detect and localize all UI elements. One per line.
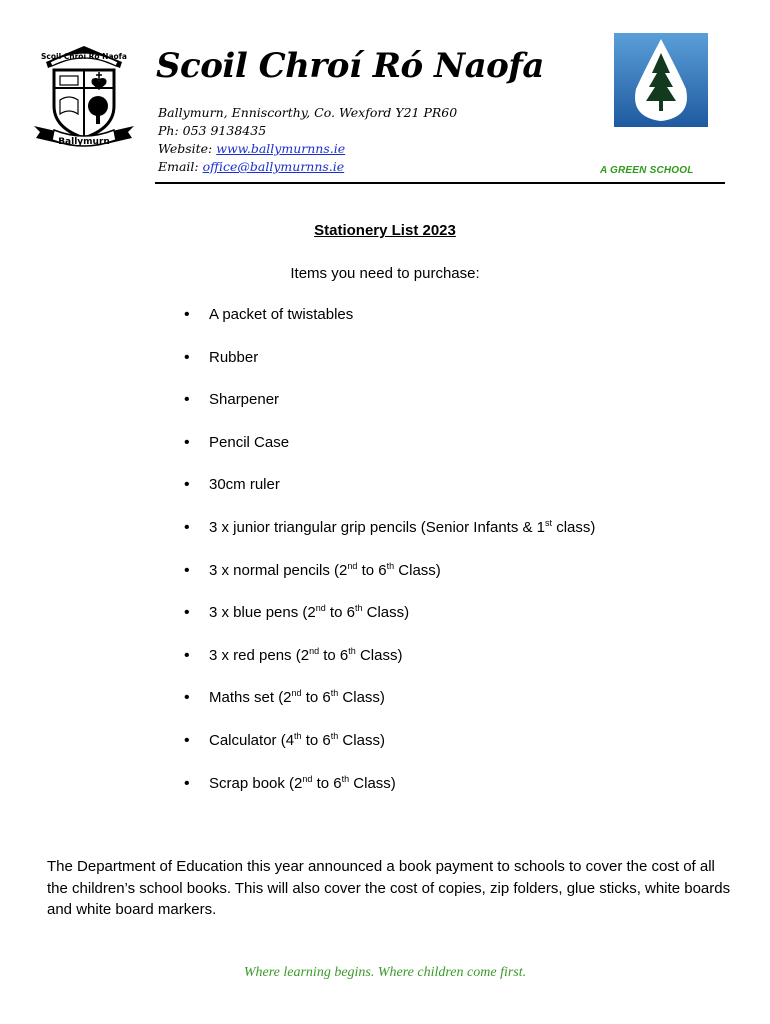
list-item: • Rubber	[184, 348, 595, 391]
list-item: • Maths set (2nd to 6th Class)	[184, 688, 595, 731]
green-school-logo	[614, 33, 708, 127]
list-item: • 3 x junior triangular grip pencils (Senior Infants & 1st class)	[184, 518, 595, 561]
list-item: • Pencil Case	[184, 433, 595, 476]
school-address: Ballymurn, Enniscorthy, Co. Wexford Y21 PR60	[158, 105, 458, 120]
website-line	[158, 140, 457, 158]
email-link[interactable]: office@ballymurnns.ie	[202, 159, 345, 174]
school-phone: Ph: 053 9138435	[158, 123, 267, 138]
school-contact-block	[158, 104, 457, 176]
list-item: • A packet of twistables	[184, 305, 595, 348]
website-label: Website:	[158, 141, 213, 156]
email-label: Email:	[158, 159, 199, 174]
book-payment-note: The Department of Education this year announced a book payment to schools to cover the cost of all the children’s school books. This will also cover the cost of copies, zip folders, glue sticks, white boards and white board markers.	[47, 858, 731, 918]
school-name: Scoil Chroí Ró Naofa	[156, 46, 544, 86]
footer-motto: Where learning begins. Where children come first.	[243, 965, 527, 980]
document-title: Stationery List 2023	[314, 222, 456, 239]
list-item: • 30cm ruler	[184, 475, 595, 518]
list-item: • 3 x normal pencils (2nd to 6th Class)	[184, 561, 595, 604]
list-item: • Calculator (4th to 6th Class)	[184, 731, 595, 774]
list-item: • Scrap book (2nd to 6th Class)	[184, 774, 595, 817]
crest-motto-bottom: Ballymurn	[58, 137, 110, 147]
email-line	[158, 158, 457, 176]
list-item: • 3 x red pens (2nd to 6th Class)	[184, 646, 595, 689]
website-link[interactable]: www.ballymurnns.ie	[216, 141, 346, 156]
school-crest-logo	[28, 40, 140, 148]
list-item: • 3 x blue pens (2nd to 6th Class)	[184, 603, 595, 646]
stationery-list	[184, 305, 595, 816]
list-item: • Sharpener	[184, 390, 595, 433]
header-divider	[155, 182, 725, 184]
green-school-tagline: A GREEN SCHOOL	[600, 165, 694, 176]
crest-motto-top: Scoil Chroí Ró Naofa	[41, 52, 127, 61]
document-subtitle: Items you need to purchase:	[290, 265, 480, 282]
